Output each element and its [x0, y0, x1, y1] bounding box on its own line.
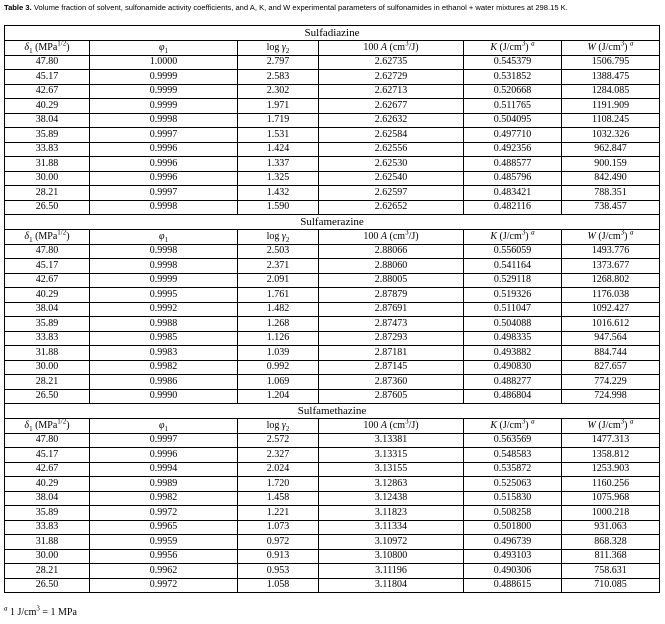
- cell-k: 0.493882: [464, 346, 562, 361]
- cell-log-gamma: 1.971: [238, 99, 319, 114]
- cell-k: 0.519326: [464, 288, 562, 303]
- table-row: [5, 244, 660, 259]
- cell-a: 2.87293: [319, 331, 464, 346]
- cell-k: 0.490306: [464, 564, 562, 579]
- column-header-row: [5, 41, 660, 56]
- cell-w: 931.063: [562, 520, 660, 535]
- header-log-gamma: $\log \gamma_2$: [238, 419, 319, 434]
- cell-w: 1493.776: [562, 244, 660, 259]
- cell-phi: 0.9988: [90, 317, 238, 332]
- cell-a: 2.62632: [319, 113, 464, 128]
- header-delta: $\delta_1$ (MPa$^{1/2}$): [5, 230, 90, 245]
- table-row: [5, 549, 660, 564]
- table-row: [5, 200, 660, 215]
- cell-log-gamma: 1.458: [238, 491, 319, 506]
- cell-log-gamma: 2.371: [238, 259, 319, 274]
- cell-w: 1388.475: [562, 70, 660, 85]
- caption-label: Table 3.: [4, 3, 32, 12]
- cell-a: 2.88005: [319, 273, 464, 288]
- cell-phi: 0.9982: [90, 491, 238, 506]
- cell-delta: 35.89: [5, 128, 90, 143]
- table-row: [5, 491, 660, 506]
- cell-w: 1032.326: [562, 128, 660, 143]
- cell-a: 2.87145: [319, 360, 464, 375]
- cell-w: 1176.038: [562, 288, 660, 303]
- cell-phi: 0.9999: [90, 84, 238, 99]
- cell-phi: 0.9997: [90, 128, 238, 143]
- cell-a: 2.87691: [319, 302, 464, 317]
- cell-phi: 0.9956: [90, 549, 238, 564]
- table-row: [5, 433, 660, 448]
- table-row: [5, 564, 660, 579]
- cell-phi: 0.9959: [90, 535, 238, 550]
- cell-log-gamma: 1.720: [238, 477, 319, 492]
- cell-delta: 31.88: [5, 535, 90, 550]
- table-row: [5, 70, 660, 85]
- cell-log-gamma: 1.719: [238, 113, 319, 128]
- footnote: [4, 604, 77, 619]
- cell-a: 2.62556: [319, 142, 464, 157]
- table-row: [5, 346, 660, 361]
- footnote-text-post: = 1 MPa: [39, 607, 77, 618]
- section-title: Sulfamerazine: [5, 215, 660, 230]
- cell-w: 1477.313: [562, 433, 660, 448]
- cell-w: 710.085: [562, 578, 660, 593]
- cell-log-gamma: 1.221: [238, 506, 319, 521]
- cell-w: 1092.427: [562, 302, 660, 317]
- cell-phi: 0.9982: [90, 360, 238, 375]
- table-row: [5, 113, 660, 128]
- cell-delta: 40.29: [5, 99, 90, 114]
- cell-k: 0.535872: [464, 462, 562, 477]
- cell-a: 3.13155: [319, 462, 464, 477]
- cell-a: 3.11823: [319, 506, 464, 521]
- cell-w: 947.564: [562, 331, 660, 346]
- cell-a: 2.62597: [319, 186, 464, 201]
- cell-a: 2.87360: [319, 375, 464, 390]
- cell-w: 827.657: [562, 360, 660, 375]
- cell-k: 0.483421: [464, 186, 562, 201]
- table-body: [5, 26, 660, 593]
- cell-a: 2.62652: [319, 200, 464, 215]
- table-row: [5, 302, 660, 317]
- cell-w: 774.229: [562, 375, 660, 390]
- cell-log-gamma: 2.583: [238, 70, 319, 85]
- cell-k: 0.492356: [464, 142, 562, 157]
- header-a: 100 A $(cm^3/J)$: [319, 41, 464, 56]
- cell-w: 884.744: [562, 346, 660, 361]
- cell-k: 0.545379: [464, 55, 562, 70]
- cell-delta: 33.83: [5, 142, 90, 157]
- cell-a: 2.62729: [319, 70, 464, 85]
- cell-phi: 0.9972: [90, 506, 238, 521]
- data-table: [4, 25, 660, 593]
- header-k: K $(J/cm^3)$ $^a$: [464, 41, 562, 56]
- cell-phi: 0.9989: [90, 477, 238, 492]
- column-header-row: [5, 230, 660, 245]
- cell-delta: 47.80: [5, 244, 90, 259]
- cell-w: 868.328: [562, 535, 660, 550]
- cell-log-gamma: 1.337: [238, 157, 319, 172]
- cell-w: 788.351: [562, 186, 660, 201]
- cell-k: 0.563569: [464, 433, 562, 448]
- cell-delta: 26.50: [5, 578, 90, 593]
- table-row: [5, 157, 660, 172]
- cell-w: 1191.909: [562, 99, 660, 114]
- table-row: [5, 99, 660, 114]
- cell-delta: 47.80: [5, 55, 90, 70]
- header-k: K $(J/cm^3)$ $^a$: [464, 419, 562, 434]
- cell-k: 0.541164: [464, 259, 562, 274]
- cell-log-gamma: 1.424: [238, 142, 319, 157]
- cell-phi: 0.9999: [90, 273, 238, 288]
- cell-a: 3.11804: [319, 578, 464, 593]
- section-title-row: [5, 215, 660, 230]
- cell-phi: 0.9994: [90, 462, 238, 477]
- table-row: [5, 142, 660, 157]
- cell-k: 0.498335: [464, 331, 562, 346]
- cell-log-gamma: 2.572: [238, 433, 319, 448]
- section-title-row: [5, 26, 660, 41]
- cell-phi: 0.9985: [90, 331, 238, 346]
- cell-w: 1016.612: [562, 317, 660, 332]
- cell-w: 1000.218: [562, 506, 660, 521]
- header-w: W $(J/cm^3)$ $^a$: [562, 419, 660, 434]
- cell-log-gamma: 0.953: [238, 564, 319, 579]
- header-phi: $\varphi_1$: [90, 419, 238, 434]
- cell-k: 0.497710: [464, 128, 562, 143]
- table-row: [5, 288, 660, 303]
- cell-delta: 28.21: [5, 375, 90, 390]
- section-title: Sulfamethazine: [5, 404, 660, 419]
- cell-phi: 0.9996: [90, 157, 238, 172]
- cell-delta: 40.29: [5, 477, 90, 492]
- cell-phi: 0.9962: [90, 564, 238, 579]
- cell-log-gamma: 1.531: [238, 128, 319, 143]
- cell-k: 0.531852: [464, 70, 562, 85]
- cell-w: 1284.085: [562, 84, 660, 99]
- cell-delta: 30.00: [5, 549, 90, 564]
- cell-delta: 30.00: [5, 360, 90, 375]
- cell-delta: 42.67: [5, 462, 90, 477]
- cell-delta: 31.88: [5, 346, 90, 361]
- header-log-gamma: $\log \gamma_2$: [238, 230, 319, 245]
- cell-k: 0.504088: [464, 317, 562, 332]
- table-row: [5, 186, 660, 201]
- cell-a: 2.87605: [319, 389, 464, 404]
- cell-phi: 0.9997: [90, 433, 238, 448]
- cell-phi: 0.9995: [90, 288, 238, 303]
- cell-delta: 40.29: [5, 288, 90, 303]
- header-log-gamma: $\log \gamma_2$: [238, 41, 319, 56]
- cell-delta: 38.04: [5, 113, 90, 128]
- cell-log-gamma: 2.302: [238, 84, 319, 99]
- cell-k: 0.508258: [464, 506, 562, 521]
- cell-k: 0.504095: [464, 113, 562, 128]
- cell-w: 900.159: [562, 157, 660, 172]
- header-phi: $\varphi_1$: [90, 230, 238, 245]
- cell-k: 0.520668: [464, 84, 562, 99]
- cell-phi: 0.9998: [90, 244, 238, 259]
- cell-log-gamma: 1.482: [238, 302, 319, 317]
- header-a: 100 A $(cm^3/J)$: [319, 419, 464, 434]
- cell-log-gamma: 2.503: [238, 244, 319, 259]
- cell-delta: 35.89: [5, 506, 90, 521]
- cell-a: 2.87181: [319, 346, 464, 361]
- cell-log-gamma: 1.761: [238, 288, 319, 303]
- cell-phi: 1.0000: [90, 55, 238, 70]
- cell-phi: 0.9992: [90, 302, 238, 317]
- caption-text: Volume fraction of solvent, sulfonamide activity coefficients, and A, K, and W experimental parameters of sulfonamides in ethanol + water mixtures at 298.15 K.: [31, 3, 568, 12]
- cell-k: 0.490830: [464, 360, 562, 375]
- cell-log-gamma: 0.972: [238, 535, 319, 550]
- cell-delta: 30.00: [5, 171, 90, 186]
- cell-w: 758.631: [562, 564, 660, 579]
- section-title-row: [5, 404, 660, 419]
- cell-phi: 0.9996: [90, 171, 238, 186]
- cell-log-gamma: 1.432: [238, 186, 319, 201]
- cell-w: 1075.968: [562, 491, 660, 506]
- cell-k: 0.488277: [464, 375, 562, 390]
- cell-a: 2.87473: [319, 317, 464, 332]
- cell-a: 2.62713: [319, 84, 464, 99]
- column-header-row: [5, 419, 660, 434]
- cell-log-gamma: 2.797: [238, 55, 319, 70]
- cell-k: 0.511047: [464, 302, 562, 317]
- cell-delta: 47.80: [5, 433, 90, 448]
- cell-phi: 0.9983: [90, 346, 238, 361]
- footnote-mark: a: [4, 604, 8, 613]
- cell-k: 0.529118: [464, 273, 562, 288]
- header-a: 100 A $(cm^3/J)$: [319, 230, 464, 245]
- cell-a: 2.62677: [319, 99, 464, 114]
- cell-phi: 0.9999: [90, 70, 238, 85]
- cell-a: 3.10800: [319, 549, 464, 564]
- cell-delta: 31.88: [5, 157, 90, 172]
- cell-log-gamma: 1.268: [238, 317, 319, 332]
- cell-delta: 38.04: [5, 491, 90, 506]
- section-title: Sulfadiazine: [5, 26, 660, 41]
- cell-w: 1268.802: [562, 273, 660, 288]
- header-w: W $(J/cm^3)$ $^a$: [562, 41, 660, 56]
- cell-phi: 0.9998: [90, 259, 238, 274]
- cell-log-gamma: 0.992: [238, 360, 319, 375]
- table-row: [5, 520, 660, 535]
- cell-k: 0.493103: [464, 549, 562, 564]
- cell-k: 0.548583: [464, 448, 562, 463]
- cell-w: 1506.795: [562, 55, 660, 70]
- footnote-text-sup: 3: [36, 604, 40, 613]
- cell-a: 3.11196: [319, 564, 464, 579]
- cell-delta: 35.89: [5, 317, 90, 332]
- table-row: [5, 448, 660, 463]
- cell-delta: 42.67: [5, 84, 90, 99]
- cell-phi: 0.9998: [90, 113, 238, 128]
- cell-a: 3.13315: [319, 448, 464, 463]
- cell-k: 0.482116: [464, 200, 562, 215]
- cell-log-gamma: 1.325: [238, 171, 319, 186]
- cell-w: 811.368: [562, 549, 660, 564]
- table-row: [5, 375, 660, 390]
- cell-a: 3.10972: [319, 535, 464, 550]
- cell-log-gamma: 1.204: [238, 389, 319, 404]
- cell-a: 2.62540: [319, 171, 464, 186]
- cell-log-gamma: 1.590: [238, 200, 319, 215]
- cell-delta: 45.17: [5, 259, 90, 274]
- cell-w: 1373.677: [562, 259, 660, 274]
- header-k: K $(J/cm^3)$ $^a$: [464, 230, 562, 245]
- cell-delta: 38.04: [5, 302, 90, 317]
- cell-k: 0.511765: [464, 99, 562, 114]
- cell-delta: 45.17: [5, 70, 90, 85]
- cell-log-gamma: 0.913: [238, 549, 319, 564]
- table-row: [5, 259, 660, 274]
- cell-a: 3.11334: [319, 520, 464, 535]
- cell-phi: 0.9996: [90, 142, 238, 157]
- cell-k: 0.488615: [464, 578, 562, 593]
- cell-phi: 0.9997: [90, 186, 238, 201]
- cell-delta: 28.21: [5, 186, 90, 201]
- cell-a: 3.13381: [319, 433, 464, 448]
- table-row: [5, 506, 660, 521]
- table-row: [5, 360, 660, 375]
- table-row: [5, 535, 660, 550]
- cell-log-gamma: 1.058: [238, 578, 319, 593]
- cell-log-gamma: 2.024: [238, 462, 319, 477]
- cell-log-gamma: 1.126: [238, 331, 319, 346]
- cell-w: 1160.256: [562, 477, 660, 492]
- cell-log-gamma: 1.069: [238, 375, 319, 390]
- cell-w: 1253.903: [562, 462, 660, 477]
- cell-phi: 0.9972: [90, 578, 238, 593]
- cell-phi: 0.9965: [90, 520, 238, 535]
- cell-a: 2.88060: [319, 259, 464, 274]
- cell-w: 1358.812: [562, 448, 660, 463]
- cell-a: 3.12863: [319, 477, 464, 492]
- header-phi: $\varphi_1$: [90, 41, 238, 56]
- cell-log-gamma: 1.039: [238, 346, 319, 361]
- cell-k: 0.525063: [464, 477, 562, 492]
- table-row: [5, 578, 660, 593]
- header-delta: $\delta_1$ (MPa$^{1/2}$): [5, 41, 90, 56]
- table-row: [5, 273, 660, 288]
- cell-w: 842.490: [562, 171, 660, 186]
- cell-phi: 0.9990: [90, 389, 238, 404]
- table-row: [5, 171, 660, 186]
- cell-k: 0.501800: [464, 520, 562, 535]
- cell-log-gamma: 2.091: [238, 273, 319, 288]
- header-w: W $(J/cm^3)$ $^a$: [562, 230, 660, 245]
- cell-delta: 33.83: [5, 331, 90, 346]
- cell-k: 0.515830: [464, 491, 562, 506]
- footnote-text-pre: 1 J/cm: [7, 607, 37, 618]
- table-row: [5, 317, 660, 332]
- cell-k: 0.556059: [464, 244, 562, 259]
- cell-a: 2.62584: [319, 128, 464, 143]
- cell-delta: 26.50: [5, 200, 90, 215]
- cell-log-gamma: 2.327: [238, 448, 319, 463]
- cell-log-gamma: 1.073: [238, 520, 319, 535]
- cell-a: 2.62530: [319, 157, 464, 172]
- cell-w: 738.457: [562, 200, 660, 215]
- cell-delta: 42.67: [5, 273, 90, 288]
- cell-a: 3.12438: [319, 491, 464, 506]
- cell-a: 2.87879: [319, 288, 464, 303]
- cell-w: 724.998: [562, 389, 660, 404]
- cell-delta: 26.50: [5, 389, 90, 404]
- cell-phi: 0.9996: [90, 448, 238, 463]
- cell-w: 962.847: [562, 142, 660, 157]
- cell-k: 0.488577: [464, 157, 562, 172]
- table-row: [5, 84, 660, 99]
- header-delta: $\delta_1$ (MPa$^{1/2}$): [5, 419, 90, 434]
- cell-a: 2.88066: [319, 244, 464, 259]
- cell-k: 0.486804: [464, 389, 562, 404]
- cell-delta: 45.17: [5, 448, 90, 463]
- table-caption: [4, 2, 661, 13]
- cell-k: 0.485796: [464, 171, 562, 186]
- table-row: [5, 55, 660, 70]
- table-row: [5, 128, 660, 143]
- cell-phi: 0.9999: [90, 99, 238, 114]
- table-row: [5, 477, 660, 492]
- cell-delta: 33.83: [5, 520, 90, 535]
- cell-k: 0.496739: [464, 535, 562, 550]
- table-row: [5, 389, 660, 404]
- cell-phi: 0.9986: [90, 375, 238, 390]
- cell-a: 2.62735: [319, 55, 464, 70]
- table-row: [5, 331, 660, 346]
- cell-delta: 28.21: [5, 564, 90, 579]
- cell-phi: 0.9998: [90, 200, 238, 215]
- table-row: [5, 462, 660, 477]
- cell-w: 1108.245: [562, 113, 660, 128]
